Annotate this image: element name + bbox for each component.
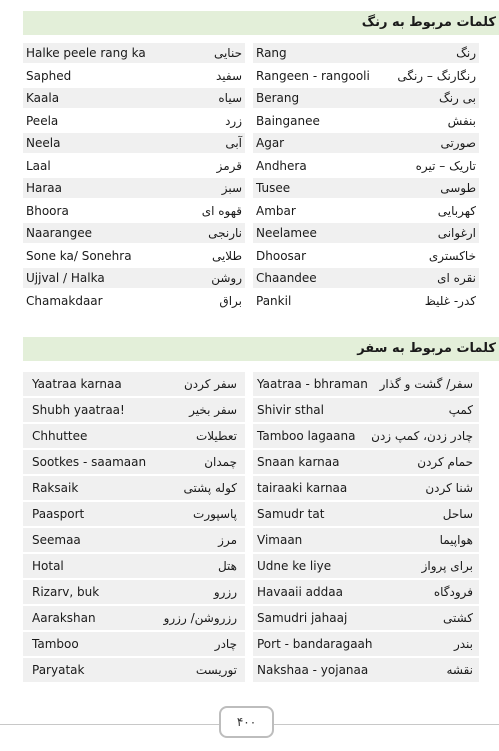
transliteration: Yaatraa karnaa (32, 377, 122, 391)
word-row (23, 424, 479, 450)
word-row (23, 580, 479, 606)
transliteration: Paryatak (32, 663, 85, 677)
transliteration: Samudri jahaaj (257, 611, 348, 625)
persian-meaning: هواپیما (439, 533, 473, 547)
word-pair-left (23, 528, 245, 552)
persian-meaning: رنگ (456, 46, 476, 60)
word-pair-left (23, 201, 245, 221)
persian-meaning: کشتی (442, 611, 473, 625)
persian-meaning: بندر (453, 637, 473, 651)
word-pair-right (253, 658, 479, 682)
persian-meaning: قرمز (216, 158, 242, 173)
persian-meaning: روشن (211, 271, 242, 285)
transliteration: Ujjval / Halka (26, 271, 105, 285)
transliteration: Paasport (32, 507, 85, 521)
persian-meaning: نقشه (446, 663, 473, 677)
word-pair-left (23, 606, 245, 630)
word-row (23, 476, 479, 502)
persian-meaning: رنگارنگ – رنگی (397, 68, 476, 83)
word-row (23, 398, 479, 424)
persian-meaning: زرد (225, 113, 242, 128)
transliteration: Havaaii addaa (257, 585, 343, 599)
transliteration: Chhuttee (32, 429, 88, 443)
persian-meaning: حنایی (213, 46, 242, 60)
persian-meaning: ساحل (442, 507, 473, 521)
persian-meaning: سفر بخیر (189, 403, 237, 417)
word-pair-left (23, 450, 245, 474)
word-pair-right (253, 450, 479, 474)
persian-meaning: ارغوانی (437, 226, 476, 240)
transliteration: Aarakshan (32, 611, 96, 625)
word-row (23, 156, 479, 179)
transliteration: Bhoora (26, 203, 69, 218)
transliteration: Sootkes - saamaan (32, 455, 147, 469)
persian-meaning: رزروشن/ رزرو (163, 611, 237, 625)
persian-meaning: آبی (225, 136, 242, 150)
transliteration: Raksaik (32, 481, 79, 495)
word-pair-left (23, 291, 245, 311)
word-pair-left (23, 268, 245, 288)
word-pair-right (253, 111, 479, 131)
persian-meaning: سفر/ گشت و گذار (379, 377, 473, 391)
transliteration: Bainganee (256, 113, 320, 128)
word-pair-left (23, 246, 245, 266)
word-pair-left (23, 476, 245, 500)
transliteration: Shivir sthal (257, 403, 324, 417)
persian-meaning: چمدان (204, 455, 237, 469)
transliteration: Naarangee (26, 226, 92, 240)
word-pair-right (253, 291, 479, 311)
word-pair-left (23, 398, 245, 422)
transliteration: tairaaki karnaa (257, 481, 348, 495)
persian-meaning: صورتی (440, 136, 476, 150)
word-row (23, 66, 479, 89)
persian-meaning: بنفش (447, 113, 476, 128)
word-row (23, 528, 479, 554)
transliteration: Sone ka/ Sonehra (26, 248, 132, 263)
persian-meaning: براق (219, 293, 242, 308)
word-pair-right (253, 632, 479, 656)
word-pair-left (23, 223, 245, 243)
transliteration: Tamboo lagaana (257, 429, 356, 443)
persian-meaning: چادر زدن، کمپ زدن (371, 429, 473, 443)
word-row (23, 178, 479, 201)
word-pair-right (253, 268, 479, 288)
word-pair-left (23, 88, 245, 108)
transliteration: Samudr tat (257, 507, 325, 521)
word-pair-left (23, 580, 245, 604)
word-row (23, 502, 479, 528)
persian-meaning: شنا کردن (425, 481, 473, 495)
word-pair-left (23, 372, 245, 396)
word-row (23, 246, 479, 269)
word-pair-left (23, 111, 245, 131)
word-row (23, 201, 479, 224)
persian-meaning: برای پرواز (421, 559, 473, 573)
transliteration: Chamakdaar (26, 293, 103, 308)
word-row (23, 133, 479, 156)
transliteration: Udne ke liye (257, 559, 332, 573)
word-row (23, 372, 479, 398)
word-row (23, 554, 479, 580)
page-number: ۴۰۰ (236, 715, 257, 729)
word-row (23, 88, 479, 111)
persian-meaning: سفید (215, 68, 242, 83)
word-pair-right (253, 554, 479, 578)
word-pair-right (253, 223, 479, 243)
transliteration: Tamboo (32, 637, 79, 651)
colors-word-table (23, 43, 479, 313)
word-row (23, 632, 479, 658)
word-pair-left (23, 133, 245, 153)
transliteration: Haraa (26, 181, 63, 195)
persian-meaning: سفر کردن (183, 377, 237, 391)
transliteration: Saphed (26, 68, 72, 83)
word-pair-right (253, 66, 479, 86)
travel-word-table (23, 372, 479, 684)
persian-meaning: تاریک – تیره (415, 158, 476, 173)
word-pair-left (23, 502, 245, 526)
persian-meaning: خاکستری (428, 248, 476, 263)
word-pair-right (253, 246, 479, 266)
persian-meaning: تعطیلات (195, 429, 237, 443)
word-pair-right (253, 476, 479, 500)
persian-meaning: فرودگاه (433, 585, 473, 599)
transliteration: Rizarv, buk (32, 585, 100, 599)
persian-meaning: بی رنگ (438, 91, 476, 105)
persian-meaning: سبز (221, 181, 242, 195)
colors-section-title: کلمات مربوط به رنگ (23, 11, 499, 35)
persian-meaning: هتل (217, 559, 237, 573)
persian-meaning: رزرو (213, 585, 237, 599)
word-pair-right (253, 424, 479, 448)
word-row (23, 450, 479, 476)
transliteration: Dhoosar (256, 248, 307, 263)
word-pair-right (253, 156, 479, 176)
word-pair-right (253, 528, 479, 552)
transliteration: Peela (26, 113, 59, 128)
transliteration: Seemaa (32, 533, 81, 547)
word-row (23, 111, 479, 134)
transliteration: Neelamee (256, 226, 317, 240)
persian-meaning: نقره ای (437, 271, 476, 285)
word-pair-left (23, 43, 245, 63)
word-row (23, 658, 479, 684)
transliteration: Yaatraa - bhraman (257, 377, 368, 391)
word-pair-left (23, 658, 245, 682)
word-pair-left (23, 424, 245, 448)
word-pair-right (253, 178, 479, 198)
persian-meaning: پاسپورت (193, 507, 237, 521)
transliteration: Snaan karnaa (257, 455, 340, 469)
transliteration: Rang (256, 46, 287, 60)
word-row (23, 268, 479, 291)
word-pair-right (253, 580, 479, 604)
transliteration: Pankil (256, 293, 292, 308)
word-pair-right (253, 372, 479, 396)
word-row (23, 606, 479, 632)
transliteration: Agar (256, 136, 285, 150)
transliteration: Neela (26, 136, 61, 150)
transliteration: Laal (26, 158, 51, 173)
word-pair-left (23, 66, 245, 86)
transliteration: Ambar (256, 203, 296, 218)
persian-meaning: طلایی (211, 248, 242, 263)
persian-meaning: چادر (214, 637, 237, 651)
word-pair-left (23, 554, 245, 578)
persian-meaning: مرز (218, 533, 237, 547)
persian-meaning: سیاه (218, 91, 242, 105)
word-pair-right (253, 606, 479, 630)
transliteration: Tusee (256, 181, 291, 195)
word-pair-right (253, 398, 479, 422)
persian-meaning: قهوه ای (201, 203, 242, 218)
transliteration: Halke peele rang ka (26, 46, 146, 60)
persian-meaning: طوسی (440, 181, 476, 195)
word-pair-left (23, 156, 245, 176)
page-number-box (219, 706, 274, 738)
persian-meaning: کمپ (448, 403, 473, 417)
transliteration: Hotal (32, 559, 64, 573)
persian-meaning: کدر- غلیظ (424, 293, 476, 308)
persian-meaning: حمام کردن (417, 455, 473, 469)
transliteration: Rangeen - rangooli (256, 68, 370, 83)
word-row (23, 43, 479, 66)
transliteration: Shubh yaatraa! (32, 403, 125, 417)
word-pair-right (253, 201, 479, 221)
transliteration: Nakshaa - yojanaa (257, 663, 369, 677)
transliteration: Andhera (256, 158, 307, 173)
transliteration: Kaala (26, 91, 60, 105)
persian-meaning: کوله پشتی (183, 481, 237, 495)
word-pair-right (253, 133, 479, 153)
transliteration: Berang (256, 91, 300, 105)
transliteration: Chaandee (256, 271, 317, 285)
word-pair-right (253, 88, 479, 108)
word-pair-right (253, 502, 479, 526)
word-pair-left (23, 632, 245, 656)
transliteration: Port - bandaragaah (257, 637, 373, 651)
word-pair-left (23, 178, 245, 198)
word-pair-right (253, 43, 479, 63)
word-row (23, 223, 479, 246)
word-row (23, 291, 479, 314)
persian-meaning: نارنجی (208, 226, 242, 240)
transliteration: Vimaan (257, 533, 303, 547)
persian-meaning: توریست (195, 663, 237, 677)
persian-meaning: کهربایی (437, 203, 476, 218)
travel-section-title: کلمات مربوط به سفر (23, 337, 499, 361)
